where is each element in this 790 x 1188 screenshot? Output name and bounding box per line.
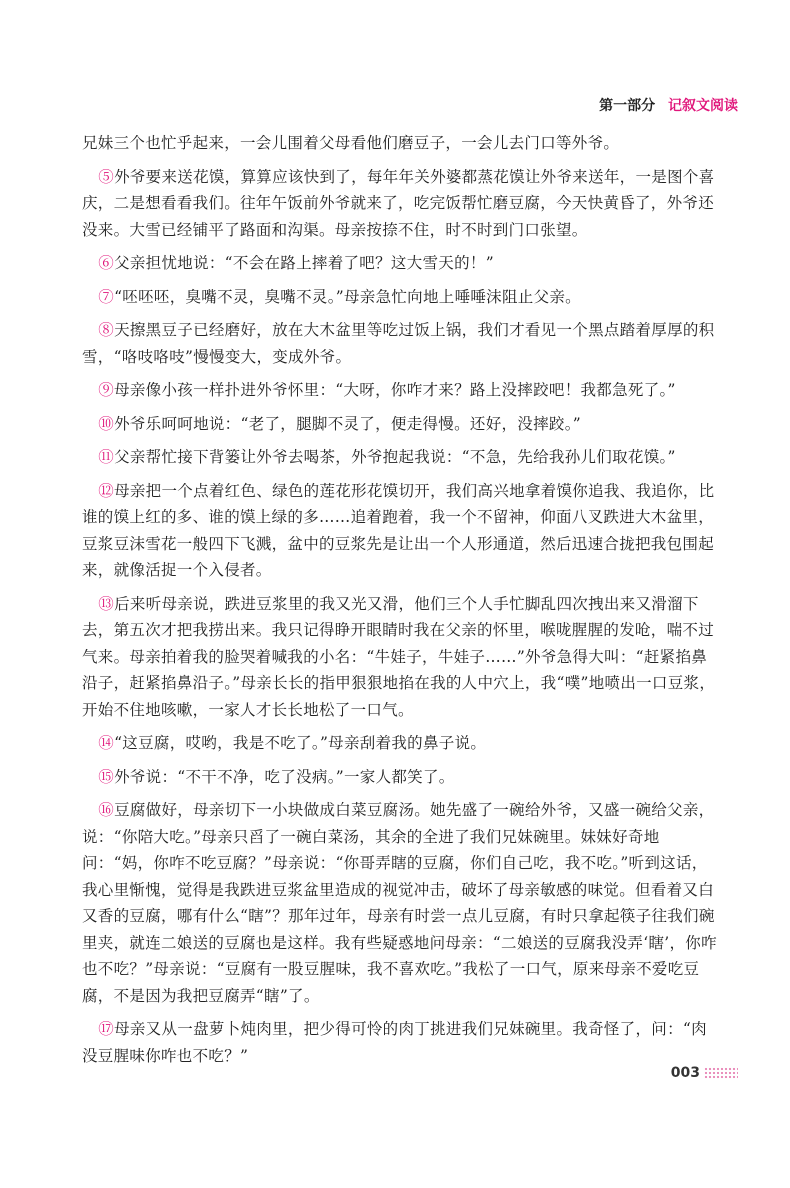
paragraph-text: 外爷要来送花馍，算算应该快到了，每年年关外婆都蒸花馍让外爷来送年，一是图个喜庆，二是想看看我们。往年午饭前外爷就来了，吃完饭帮忙磨豆腐，今天快黄昏了，外爷还没来。大雪已经铺平了路面和沟渠。母亲按捺不住，时不时到门口张望。 bbox=[82, 167, 715, 239]
paragraph-number: ⑦ bbox=[98, 287, 115, 306]
paragraph bbox=[82, 797, 722, 1009]
paragraph bbox=[82, 317, 722, 370]
paragraph-number: ⑧ bbox=[98, 321, 115, 339]
paragraph-text: 父亲帮忙接下背篓让外爷去喝茶，外爷抱起我说：“不急，先给我孙儿们取花馍。” bbox=[114, 448, 676, 466]
paragraph bbox=[82, 478, 722, 584]
paragraph-number: ⑰ bbox=[98, 1020, 115, 1038]
paragraph bbox=[82, 377, 722, 404]
paragraph-number: ⑯ bbox=[98, 801, 115, 819]
paragraph-text: “这豆腐，哎哟，我是不吃了。”母亲刮着我的鼻子说。 bbox=[114, 734, 487, 752]
paragraph bbox=[82, 411, 722, 438]
paragraph bbox=[82, 164, 722, 244]
section-label: 记叙文阅读 bbox=[668, 98, 738, 114]
article-body bbox=[82, 130, 722, 1076]
paragraph-text: 兄妹三个也忙乎起来，一会儿围着父母看他们磨豆子，一会儿去门口等外爷。 bbox=[82, 134, 620, 152]
paragraph-text: 父亲担忧地说：“不会在路上摔着了吧？这大雪天的！” bbox=[114, 254, 494, 272]
paragraph-text: 后来听母亲说，跌进豆浆里的我又光又滑，他们三个人手忙脚乱四次拽出来又滑溜下去，第五次才把我捞出来。我只记得睁开眼睛时我在父亲的怀里，喉咙腥腥的发呛，喘不过气来。母亲拍着我的脸哭着喊我的小名：“牛娃子，牛娃子……”外爷急得大叫：“赶紧掐鼻沿子，赶紧掐鼻沿子。”母亲长长的指甲狠狠地掐在我的人中穴上，我“噗”地喷出一口豆浆，开始不住地咳嗽，一家人才长长地松了一口气。 bbox=[82, 594, 716, 719]
paragraph-number: ⑨ bbox=[98, 381, 115, 399]
paragraph-text: 母亲又从一盘萝卜炖肉里，把少得可怜的肉丁挑进我们兄妹碗里。我奇怪了，问：“肉没豆腥味你咋也不吃？” bbox=[82, 1020, 707, 1065]
paragraph bbox=[82, 591, 722, 724]
paragraph-number: ⑪ bbox=[98, 448, 115, 466]
paragraph-text: 天擦黑豆子已经磨好，放在大木盆里等吃过饭上锅，我们才看见一个黑点踏着厚厚的积雪，“咯吱咯吱”慢慢变大，变成外爷。 bbox=[82, 321, 715, 366]
paragraph-number: ⑥ bbox=[98, 254, 115, 272]
paragraph-number: ⑤ bbox=[98, 167, 115, 186]
paragraph bbox=[82, 730, 722, 757]
paragraph bbox=[82, 250, 722, 277]
paragraph-number: ⑭ bbox=[98, 734, 115, 752]
paragraph bbox=[82, 764, 722, 791]
page-header bbox=[599, 95, 738, 115]
page-number: 003 bbox=[670, 1065, 700, 1081]
paragraph-number: ⑮ bbox=[98, 767, 115, 786]
paragraph bbox=[82, 444, 722, 471]
dot-pattern-icon bbox=[704, 1067, 738, 1079]
part-label: 第一部分 bbox=[599, 98, 656, 114]
paragraph-number: ⑩ bbox=[98, 414, 115, 433]
paragraph-text: 母亲像小孩一样扑进外爷怀里：“大呀，你咋才来？路上没摔跤吧！我都急死了。” bbox=[114, 381, 676, 399]
paragraph-number: ⑫ bbox=[98, 481, 115, 500]
page-footer bbox=[671, 1065, 738, 1081]
paragraph-text: 外爷说：“不干不净，吃了没病。”一家人都笑了。 bbox=[114, 767, 455, 786]
paragraph-text: 外爷乐呵呵地说：“老了，腿脚不灵了，便走得慢。还好，没摔跤。” bbox=[114, 414, 581, 433]
paragraph-text: 豆腐做好，母亲切下一小块做成白菜豆腐汤。她先盛了一碗给外爷，又盛一碗给父亲，说：“你陪大吃。”母亲只舀了一碗白菜汤，其余的全进了我们兄妹碗里。妹妹好奇地问：“妈，你咋不吃豆腐？”母亲说：“你哥弄瞎的豆腐，你们自己吃，我不吃。”听到这话，我心里惭愧，觉得是我跌进豆浆盆里造成的视觉冲击，破坏了母亲敏感的味觉。但看着又白又香的豆腐，哪有什么“瞎”？那年过年，母亲有时尝一点儿豆腐，有时只拿起筷子往我们碗里夹，就连二娘送的豆腐也是这样。我有些疑惑地问母亲：“二娘送的豆腐我没弄‘瞎’，你咋也不吃？”母亲说：“豆腐有一股豆腥味，我不喜欢吃。”我松了一口气，原来母亲不爱吃豆腐，不是因为我把豆腐弄“瞎”了。 bbox=[82, 801, 717, 1005]
paragraph bbox=[82, 284, 722, 311]
paragraph-text: “呸呸呸，臭嘴不灵，臭嘴不灵。”母亲急忙向地上唾唾沫阻止父亲。 bbox=[114, 287, 581, 306]
paragraph-text: 母亲把一个点着红色、绿色的莲花形花馍切开，我们高兴地拿着馍你追我、我追你，比谁的馍上红的多、谁的馍上绿的多……追着跑着，我一个不留神，仰面八叉跌进大木盆里，豆浆豆沫雪花一般四下飞溅，盆中的豆浆先是让出一个人形通道，然后迅速合拢把我包围起来，就像活捉一个入侵者。 bbox=[82, 481, 715, 579]
paragraph bbox=[82, 130, 722, 157]
paragraph-number: ⑬ bbox=[98, 594, 115, 613]
paragraph bbox=[82, 1016, 722, 1069]
